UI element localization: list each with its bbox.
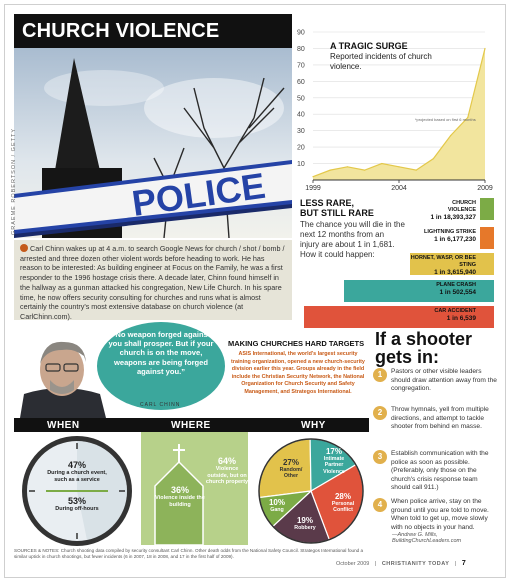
step-number-icon: 3 (373, 450, 387, 464)
shooter-step-3 (373, 450, 498, 493)
when-bottom-block (48, 496, 106, 513)
chart-y-tick-label: 50 (297, 95, 305, 103)
when-label: WHEN (47, 420, 80, 431)
magazine-name: CHRISTIANITY TODAY (381, 561, 450, 567)
why-slice-value: 28% (334, 492, 351, 501)
risk-bar (344, 280, 494, 302)
risk-title-line-1: LESS RARE, (300, 198, 355, 208)
risk-bar-label (424, 229, 476, 243)
chart-point (484, 48, 485, 49)
risk-bar (428, 198, 494, 220)
when-top-text: During a church event, such as a service (47, 470, 107, 483)
risk-bar (304, 306, 494, 328)
risk-bar-cause: CAR ACCIDENT (434, 308, 476, 314)
photo-credit-text: GRAEME ROBERTSON / GETTY (11, 127, 17, 235)
chart-y-tick-label: 70 (297, 62, 305, 70)
risk-bar-cause: CHURCH VIOLENCE (447, 200, 476, 213)
chart-title: A TRAGIC SURGE (330, 41, 408, 51)
risk-bar-cause: PLANE CRASH (436, 282, 476, 288)
step-number-icon: 1 (373, 368, 387, 382)
why-slice-value: 27% (282, 458, 299, 467)
why-slice-value: 10% (268, 498, 285, 507)
when-top-value: 47% (67, 460, 86, 470)
shooter-step-text: Establish communication with the police as soon as possible. (Preferably, only those on the church's crisis response team should call 911.) (391, 450, 489, 492)
caption-text: Carl Chinn wakes up at 4 a.m. to search Google News for church / shot / bomb / arrested and three dozen other violent words before heading to work. He has reason to be interested: As building engineer at Focus on the Family, he was a first responder to the 1996 hostage crisis there. A decade later, Chinn found himself in the hallway as a gunman attacked his congregation, New Life Church. In his spare time, he now offers security consulting for churches and runs what is almost certainly the country's most extensive database on church violence (at CarlChinn.com). (20, 244, 285, 321)
risk-bar (410, 253, 494, 275)
chart-point (364, 170, 365, 171)
chart-point (381, 163, 382, 164)
photo-credit (2, 95, 17, 235)
chart-note: *projected based on first 6 months (415, 117, 476, 122)
risk-bar-label (428, 200, 476, 221)
page-footer: October 2009 | CHRISTIANITY TODAY | 7 (336, 560, 466, 567)
why-slice-text: Gang (270, 507, 284, 513)
why-label: WHY (301, 420, 326, 431)
chart-point (416, 170, 417, 171)
chart-x-tick-label: 1999 (305, 185, 321, 192)
step-number-icon: 4 (373, 498, 387, 512)
where-outside-value: 64% (217, 456, 236, 466)
shooter-step-2 (373, 406, 498, 432)
risk-bar-label (436, 282, 476, 296)
risk-title-line-2: BUT STILL RARE (300, 208, 374, 218)
page-title-bar (14, 14, 292, 48)
where-outside-text: Violence outside, but on church property (205, 466, 249, 485)
bullet-icon (20, 244, 28, 252)
why-slice-2-label (326, 492, 360, 514)
where-inside-text: Violence inside the building (155, 495, 205, 508)
shooter-step-text: When police arrive, stay on the ground until you are told to move. When told to get up, move slowly with no objects in your hand. (391, 498, 489, 531)
risk-bar-cause: LIGHTNING STRIKE (424, 229, 476, 235)
shooter-step-text: Throw hymnals, yell from multiple directions, and attempt to tackle shooter from behind en masse. (391, 406, 489, 431)
chart-point (330, 170, 331, 171)
when-bottom-value: 53% (67, 496, 86, 506)
shooter-step-1 (373, 368, 498, 394)
when-bottom-text: During off-hours (55, 506, 99, 512)
shooter-credit: —Andrew G. Mills, BuildingChurchLeaders.com (392, 532, 462, 544)
chart-y-tick-label: 20 (297, 144, 305, 152)
risk-title (300, 198, 374, 218)
why-slice-value: 19% (296, 516, 313, 525)
chart-y-tick-label: 10 (297, 161, 305, 169)
risk-bar-odds: 1 in 3,615,940 (434, 269, 476, 276)
targets-title: MAKING CHURCHES HARD TARGETS (228, 339, 365, 348)
chart-point (398, 166, 399, 167)
risk-body: The chance you will die in the next 12 months from an injury are about 1 in 1,681. How it could happen: (300, 220, 405, 259)
issue-date: October 2009 (336, 561, 370, 567)
chart-y-tick-label: 90 (297, 29, 305, 37)
risk-bar-fill (480, 198, 494, 220)
chart-x-tick-label: 2004 (391, 185, 407, 192)
when-clock-chart (20, 434, 134, 548)
why-slice-1-label (318, 447, 350, 475)
chart-y-tick-label: 30 (297, 128, 305, 136)
quote-text: “No weapon forged against you shall prosper. But if your church is on the move, weapons are being forged against you.” (108, 330, 214, 376)
risk-bar-label (434, 308, 476, 322)
page-number: 7 (461, 560, 466, 567)
risk-bar-fill (480, 227, 494, 249)
where-outside-block (205, 456, 249, 486)
caption-box (14, 240, 292, 320)
chart-point (450, 135, 451, 136)
feature-photo (14, 48, 292, 238)
why-slice-text: Intimate Partner Violence (323, 456, 345, 475)
chart-y-tick-label: 60 (297, 78, 305, 86)
targets-body: ASIS International, the world's largest security training organization, opened a new church-security division earlier this year. Groups already in the field include the Christian Security Network, the National Organization for Church Security and Safety Management, and Strategos International. (231, 351, 365, 395)
shooter-step-4 (373, 498, 498, 532)
why-slice-5-label (274, 458, 308, 480)
police-sign-text: POLICE (129, 164, 268, 224)
why-slice-4-label (264, 498, 290, 513)
chart-point (433, 158, 434, 159)
chart-y-tick-label: 80 (297, 45, 305, 53)
quote-attribution: CARL CHINN (140, 402, 181, 408)
step-number-icon: 2 (373, 406, 387, 420)
why-slice-value: 17% (325, 447, 342, 456)
why-slice-text: Robbery (294, 525, 316, 531)
chart-subtitle: Reported incidents of church violence. (330, 52, 432, 71)
shooter-heading: If a shooter gets in: (375, 329, 473, 367)
why-slice-3-label (288, 516, 322, 531)
risk-bar (394, 227, 494, 249)
sources-notes: SOURCES & NOTES: Church shooting data compiled by security consultant Carl Chinn. Other death odds from the National Safety Council. Strategos International found a similar uptick in church shootings, but fewer incidents (6 in 2007, 18 in 2008, and 17 in the first half of 2009). (14, 548, 364, 559)
chart-point (347, 166, 348, 167)
risk-bar-odds: 1 in 6,177,230 (434, 236, 476, 243)
chart-point (312, 176, 313, 177)
risk-bar-label (410, 255, 476, 276)
why-slice-text: Personal Conflict (331, 501, 355, 514)
where-inside-block (155, 485, 205, 508)
why-slice-text: Random/ Other (279, 467, 303, 480)
risk-bar-odds: 1 in 18,393,327 (430, 214, 476, 221)
shooter-step-text: Pastors or other visible leaders should draw attention away from the congregation. (391, 368, 497, 393)
page-title: CHURCH VIOLENCE (22, 20, 220, 42)
risk-bar-odds: 1 in 6,539 (446, 315, 476, 322)
risk-bar-odds: 1 in 502,554 (439, 289, 476, 296)
church-police-photo (14, 48, 292, 238)
where-label: WHERE (171, 420, 211, 431)
where-inside-value: 36% (170, 485, 189, 495)
when-top-block (46, 460, 108, 483)
chart-x-tick-label: 2009 (477, 185, 493, 192)
chart-y-tick-label: 40 (297, 111, 305, 119)
risk-bar-cause: HORNET, WASP, OR BEE STING (410, 255, 476, 268)
